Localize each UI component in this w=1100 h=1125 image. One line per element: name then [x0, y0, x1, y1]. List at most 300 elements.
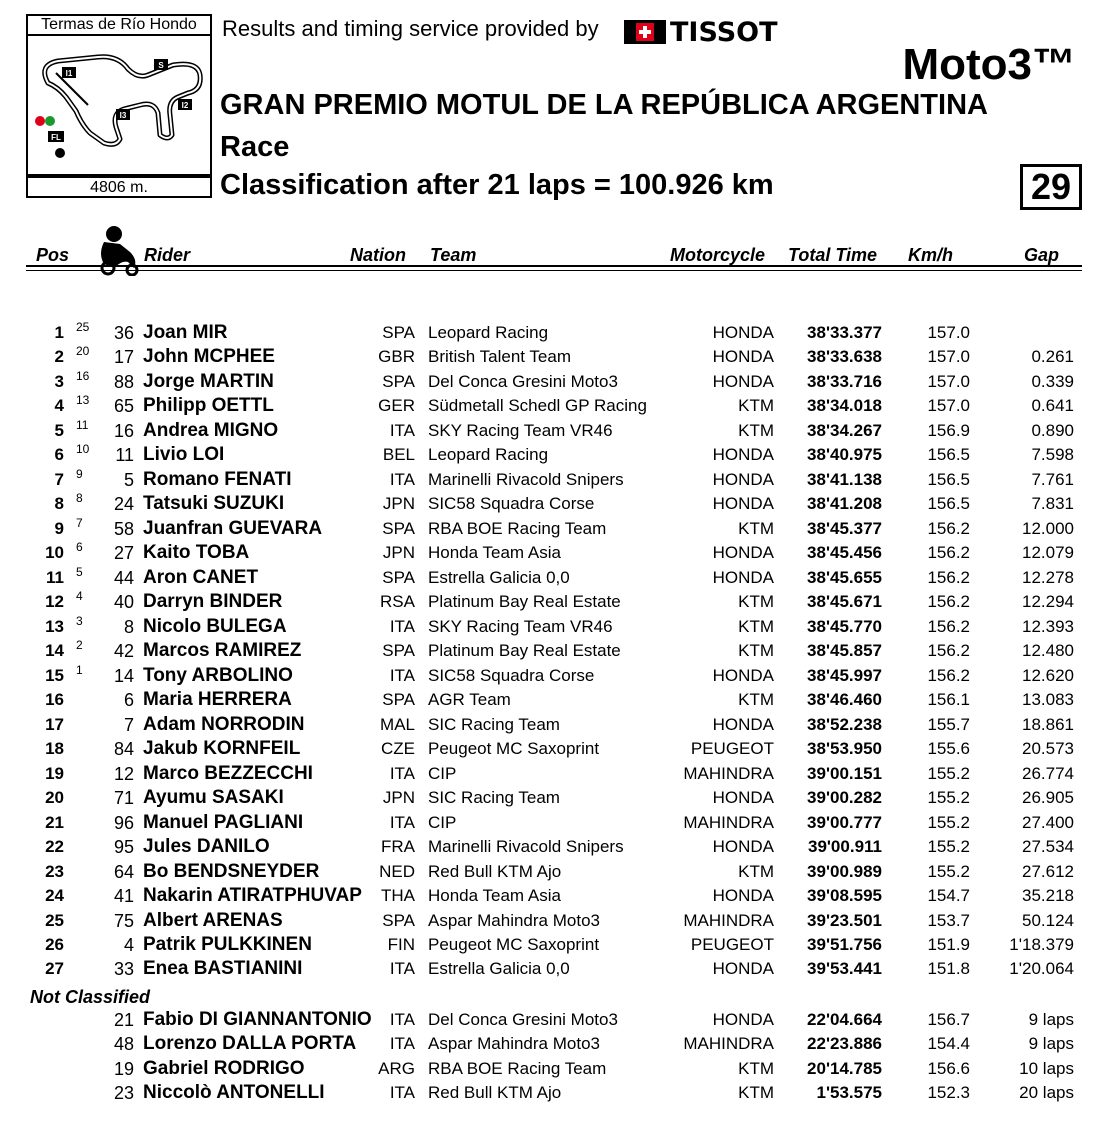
team-name: Peugeot MC Saxoprint [428, 739, 600, 758]
motorcycle: KTM [738, 1083, 774, 1102]
nation: THA [381, 886, 415, 905]
track-length: 4806 m. [26, 176, 212, 198]
gap: 12.000 [1022, 519, 1074, 538]
team-name: Aspar Mahindra Moto3 [428, 1034, 600, 1053]
team-name: Estrella Galicia 0,0 [428, 959, 570, 978]
team-name: CIP [428, 813, 457, 832]
points: 5 [76, 565, 83, 579]
position: 20 [45, 788, 64, 807]
nation: FIN [387, 935, 415, 954]
gap: 12.079 [1022, 543, 1074, 562]
gap: 20.573 [1022, 739, 1074, 758]
rider-name: Lorenzo DALLA PORTA [143, 1033, 357, 1054]
rider-number: 5 [123, 470, 134, 490]
speed-kmh: 157.0 [927, 372, 970, 391]
motorcycle: HONDA [712, 788, 774, 807]
motorcycle: HONDA [712, 837, 774, 856]
position: 8 [54, 494, 64, 513]
rider-number: 6 [123, 690, 134, 710]
team-name: Honda Team Asia [428, 543, 561, 562]
speed-kmh: 153.7 [927, 911, 970, 930]
points: 10 [76, 442, 90, 456]
rider-name: Enea BASTIANINI [143, 958, 303, 979]
rider-name: Darryn BINDER [143, 591, 283, 612]
col-pos: Pos [36, 245, 70, 265]
motorcycle: HONDA [712, 959, 774, 978]
gap: 0.261 [1031, 347, 1074, 366]
rider-number: 23 [113, 1083, 134, 1103]
motorcycle: MAHINDRA [683, 764, 774, 783]
position: 11 [46, 568, 64, 587]
rider-number: 27 [113, 543, 134, 563]
gap: 1'20.064 [1009, 959, 1074, 978]
speed-kmh: 157.0 [927, 396, 970, 415]
rider-name: Juanfran GUEVARA [143, 518, 323, 539]
rider-number: 41 [113, 886, 134, 906]
total-time: 38'33.377 [807, 323, 882, 342]
rider-name: Jorge MARTIN [143, 371, 274, 392]
speed-kmh: 156.2 [927, 666, 970, 685]
rider-name: Philipp OETTL [143, 395, 274, 416]
nation: ITA [389, 959, 415, 978]
nation: FRA [381, 837, 415, 856]
team-name: Südmetall Schedl GP Racing [428, 396, 647, 415]
gap: 12.294 [1022, 592, 1074, 611]
nation: ITA [389, 666, 415, 685]
rider-number: 65 [113, 396, 134, 416]
rider-number: 42 [113, 641, 134, 661]
gap: 7.831 [1031, 494, 1074, 513]
nation: ITA [389, 421, 415, 440]
position: 26 [45, 935, 64, 954]
rider-number: 95 [113, 837, 134, 857]
rider-name: Marco BEZZECCHI [143, 763, 313, 784]
nation: ARG [378, 1059, 415, 1078]
team-name: Aspar Mahindra Moto3 [428, 911, 600, 930]
speed-kmh: 152.3 [927, 1083, 970, 1102]
motorcycle: HONDA [712, 715, 774, 734]
total-time: 39'00.989 [807, 862, 882, 881]
gap: 1'18.379 [1009, 935, 1074, 954]
position: 6 [54, 445, 64, 464]
nation: RSA [380, 592, 415, 611]
col-nation: Nation [350, 245, 406, 265]
rider-number: 44 [113, 568, 134, 588]
col-kmh: Km/h [908, 245, 953, 265]
rider-name: Patrik PULKKINEN [143, 934, 312, 955]
total-time: 38'45.997 [807, 666, 882, 685]
rider-name: Niccolò ANTONELLI [143, 1082, 325, 1103]
gap: 20 laps [1019, 1083, 1074, 1102]
rider-number: 36 [113, 323, 134, 343]
position: 1 [54, 323, 64, 342]
motorcycle: KTM [738, 519, 774, 538]
nation: NED [379, 862, 415, 881]
total-time: 39'00.151 [807, 764, 882, 783]
speed-kmh: 156.5 [927, 470, 970, 489]
motorcycle: KTM [738, 1059, 774, 1078]
points: 2 [76, 638, 83, 652]
motorcycle: KTM [738, 421, 774, 440]
team-name: SIC58 Squadra Corse [428, 494, 595, 513]
event-title: GRAN PREMIO MOTUL DE LA REPÚBLICA ARGENTINA [220, 89, 988, 121]
speed-kmh: 156.7 [927, 1010, 970, 1029]
nation: JPN [382, 788, 415, 807]
motorcycle: HONDA [712, 372, 774, 391]
total-time: 38'45.377 [807, 519, 882, 538]
total-time: 38'34.018 [807, 396, 882, 415]
nation: BEL [382, 445, 415, 464]
gap: 27.400 [1022, 813, 1074, 832]
total-time: 38'45.770 [807, 617, 882, 636]
rider-number: 58 [113, 519, 134, 539]
rider-name: Nicolo BULEGA [143, 616, 287, 637]
col-gap: Gap [1024, 245, 1060, 265]
motorcycle: HONDA [712, 347, 774, 366]
col-rider: Rider [144, 245, 191, 265]
classification-title: Classification after 21 laps = 100.926 km [220, 169, 774, 201]
team-name: Marinelli Rivacold Snipers [428, 470, 624, 489]
team-name: SIC Racing Team [428, 715, 560, 734]
speed-kmh: 154.7 [927, 886, 970, 905]
nation: JPN [382, 543, 415, 562]
nation: MAL [380, 715, 415, 734]
gap: 9 laps [1028, 1034, 1074, 1053]
nation: SPA [382, 519, 415, 538]
rider-number: 75 [113, 911, 134, 931]
rider-name: Andrea MIGNO [143, 420, 279, 441]
total-time: 38'53.950 [807, 739, 882, 758]
nation: ITA [389, 1010, 415, 1029]
points: 8 [76, 491, 83, 505]
position: 7 [54, 470, 64, 489]
points: 9 [76, 467, 83, 481]
total-time: 38'40.975 [807, 445, 882, 464]
gap: 12.480 [1022, 641, 1074, 660]
team-name: Red Bull KTM Ajo [428, 1083, 562, 1102]
total-time: 38'33.638 [807, 347, 882, 366]
team-name: Estrella Galicia 0,0 [428, 568, 570, 587]
position: 13 [45, 617, 64, 636]
motorcycle: PEUGEOT [690, 739, 774, 758]
rider-number: 71 [113, 788, 134, 808]
motorcycle: KTM [738, 617, 774, 636]
circuit-name: Termas de Río Hondo [26, 14, 212, 36]
position: 16 [45, 690, 64, 709]
sponsor-name: TISSOT [670, 16, 778, 48]
rider-number: 88 [113, 372, 134, 392]
nation: ITA [389, 1034, 415, 1053]
points: 4 [76, 589, 83, 603]
nation: SPA [382, 372, 415, 391]
rider-name: Jakub KORNFEIL [143, 738, 301, 759]
nation: SPA [382, 641, 415, 660]
total-time: 39'53.441 [807, 959, 882, 978]
total-time: 38'45.671 [807, 592, 882, 611]
position: 5 [54, 421, 64, 440]
position: 14 [45, 641, 64, 660]
nation: JPN [382, 494, 415, 513]
rider-name: Adam NORRODIN [143, 714, 305, 735]
total-time: 38'34.267 [807, 421, 882, 440]
rider-number: 16 [113, 421, 134, 441]
team-name: Peugeot MC Saxoprint [428, 935, 600, 954]
gap: 27.534 [1022, 837, 1074, 856]
rider-number: 48 [113, 1034, 134, 1054]
team-name: SKY Racing Team VR46 [428, 617, 613, 636]
motorcycle: KTM [738, 641, 774, 660]
speed-kmh: 155.2 [927, 764, 970, 783]
total-time: 38'41.138 [807, 470, 882, 489]
team-name: SKY Racing Team VR46 [428, 421, 613, 440]
points: 1 [76, 663, 83, 677]
speed-kmh: 156.1 [927, 690, 970, 709]
team-name: Honda Team Asia [428, 886, 561, 905]
rider-name: Maria HERRERA [143, 689, 292, 710]
gap: 10 laps [1019, 1059, 1074, 1078]
nation: GER [378, 396, 415, 415]
nation: SPA [382, 568, 415, 587]
team-name: SIC58 Squadra Corse [428, 666, 595, 685]
not-classified-label: Not Classified [30, 987, 151, 1007]
rider-name: Manuel PAGLIANI [143, 812, 304, 833]
rider-name: Kaito TOBA [143, 542, 250, 563]
motorcycle: MAHINDRA [683, 1034, 774, 1053]
nation: SPA [382, 323, 415, 342]
rider-name: Jules DANILO [143, 836, 270, 857]
rider-name: Tatsuki SUZUKI [143, 493, 285, 514]
speed-kmh: 155.7 [927, 715, 970, 734]
team-name: Platinum Bay Real Estate [428, 641, 621, 660]
rider-name: Ayumu SASAKI [143, 787, 284, 808]
total-time: 22'04.664 [807, 1010, 882, 1029]
rider-number: 11 [115, 445, 134, 465]
rider-number: 33 [113, 959, 134, 979]
team-name: RBA BOE Racing Team [428, 519, 607, 538]
total-time: 38'52.238 [807, 715, 882, 734]
points: 25 [76, 320, 90, 334]
gap: 12.278 [1022, 568, 1074, 587]
speed-kmh: 156.2 [927, 543, 970, 562]
position: 18 [45, 739, 64, 758]
rider-number: 64 [113, 862, 134, 882]
total-time: 38'45.857 [807, 641, 882, 660]
position: 25 [45, 911, 64, 930]
motorcycle: HONDA [712, 666, 774, 685]
speed-kmh: 157.0 [927, 323, 970, 342]
total-time: 38'33.716 [807, 372, 882, 391]
speed-kmh: 156.2 [927, 592, 970, 611]
team-name: Platinum Bay Real Estate [428, 592, 621, 611]
gap: 35.218 [1022, 886, 1074, 905]
total-time: 39'00.911 [807, 837, 882, 856]
speed-kmh: 151.9 [927, 935, 970, 954]
motorcycle: HONDA [712, 494, 774, 513]
gap: 12.620 [1022, 666, 1074, 685]
speed-kmh: 156.9 [927, 421, 970, 440]
service-text: Results and timing service provided by [222, 16, 599, 41]
rider-number: 8 [123, 617, 134, 637]
rider-name: Marcos RAMIREZ [143, 640, 302, 661]
rider-number: 96 [113, 813, 134, 833]
total-time: 39'08.595 [807, 886, 882, 905]
rider-number: 21 [113, 1010, 134, 1030]
motorcycle: HONDA [712, 470, 774, 489]
motorcycle: HONDA [712, 568, 774, 587]
motorcycle: HONDA [712, 543, 774, 562]
rider-name: Joan MIR [143, 322, 228, 343]
rider-number: 19 [113, 1059, 134, 1079]
rider-number: 84 [113, 739, 134, 759]
team-name: British Talent Team [428, 347, 571, 366]
motorcycle: KTM [738, 592, 774, 611]
motorcycle: HONDA [712, 1010, 774, 1029]
position: 27 [45, 959, 64, 978]
nation: SPA [382, 690, 415, 709]
motorcycle: PEUGEOT [690, 935, 774, 954]
gap: 9 laps [1028, 1010, 1074, 1029]
points: 3 [76, 614, 83, 628]
motorcycle: HONDA [712, 886, 774, 905]
gap: 7.761 [1031, 470, 1074, 489]
motorcycle: MAHINDRA [683, 813, 774, 832]
position: 15 [45, 666, 64, 685]
gap: 18.861 [1022, 715, 1074, 734]
total-time: 1'53.575 [816, 1083, 882, 1102]
team-name: AGR Team [428, 690, 511, 709]
position: 21 [45, 813, 64, 832]
total-time: 38'45.456 [807, 543, 882, 562]
map-label-fl: FL [51, 133, 61, 142]
rider-name: Bo BENDSNEYDER [143, 861, 320, 882]
position: 9 [54, 519, 64, 538]
rider-name: Aron CANET [143, 567, 259, 588]
speed-kmh: 156.5 [927, 494, 970, 513]
rider-number: 4 [123, 935, 134, 955]
total-time: 38'46.460 [807, 690, 882, 709]
category-title: Moto3™ [902, 40, 1076, 89]
motorcycle: MAHINDRA [683, 911, 774, 930]
position: 22 [45, 837, 64, 856]
total-time: 38'45.655 [807, 568, 882, 587]
position: 10 [45, 543, 64, 562]
motorcycle: HONDA [712, 445, 774, 464]
total-time: 39'00.777 [807, 813, 882, 832]
speed-kmh: 155.2 [927, 788, 970, 807]
points: 7 [76, 516, 83, 530]
points: 16 [76, 369, 90, 383]
gap: 26.774 [1022, 764, 1074, 783]
map-label-i1: I1 [65, 69, 73, 78]
total-time: 22'23.886 [807, 1034, 882, 1053]
team-name: CIP [428, 764, 457, 783]
map-label-i3: I3 [119, 111, 127, 120]
rider-name: Tony ARBOLINO [143, 665, 293, 686]
team-name: Red Bull KTM Ajo [428, 862, 562, 881]
rider-name: Livio LOI [143, 444, 225, 465]
total-time: 39'00.282 [807, 788, 882, 807]
team-name: Del Conca Gresini Moto3 [428, 372, 618, 391]
rider-name: Nakarin ATIRATPHUVAP [143, 885, 362, 906]
speed-kmh: 156.2 [927, 641, 970, 660]
total-time: 38'41.208 [807, 494, 882, 513]
col-motorcycle: Motorcycle [670, 245, 766, 265]
page-number: 29 [1020, 164, 1082, 210]
gap: 0.641 [1031, 396, 1074, 415]
rider-number: 40 [113, 592, 134, 612]
position: 4 [54, 396, 64, 415]
speed-kmh: 155.2 [927, 837, 970, 856]
rider-name: Gabriel RODRIGO [143, 1058, 305, 1079]
team-name: SIC Racing Team [428, 788, 560, 807]
col-team: Team [430, 245, 477, 265]
nation: ITA [389, 813, 415, 832]
gap: 0.890 [1031, 421, 1074, 440]
position: 24 [45, 886, 64, 905]
team-name: Marinelli Rivacold Snipers [428, 837, 624, 856]
rider-number: 24 [113, 494, 134, 514]
nation: SPA [382, 911, 415, 930]
nation: ITA [389, 470, 415, 489]
gap: 0.339 [1031, 372, 1074, 391]
points: 6 [76, 540, 83, 554]
speed-kmh: 156.5 [927, 445, 970, 464]
map-label-s: S [158, 61, 164, 70]
points: 13 [76, 393, 90, 407]
rider-number: 12 [113, 764, 134, 784]
team-name: Leopard Racing [428, 323, 549, 342]
nation: ITA [389, 1083, 415, 1102]
total-time: 39'51.756 [807, 935, 882, 954]
gap: 13.083 [1022, 690, 1074, 709]
motorcycle: KTM [738, 862, 774, 881]
speed-kmh: 154.4 [927, 1034, 970, 1053]
speed-kmh: 155.2 [927, 813, 970, 832]
team-name: Del Conca Gresini Moto3 [428, 1010, 618, 1029]
nation: CZE [381, 739, 415, 758]
points: 11 [76, 418, 89, 432]
speed-kmh: 151.8 [927, 959, 970, 978]
team-name: RBA BOE Racing Team [428, 1059, 607, 1078]
team-name: Leopard Racing [428, 445, 549, 464]
points: 20 [76, 344, 90, 358]
position: 12 [45, 592, 64, 611]
rider-number: 7 [123, 715, 134, 735]
nation: GBR [378, 347, 415, 366]
total-time: 20'14.785 [807, 1059, 882, 1078]
total-time: 39'23.501 [807, 911, 882, 930]
speed-kmh: 155.6 [927, 739, 970, 758]
map-label-i2: I2 [181, 101, 189, 110]
gap: 7.598 [1031, 445, 1074, 464]
nation: ITA [389, 617, 415, 636]
position: 2 [54, 347, 64, 366]
speed-kmh: 157.0 [927, 347, 970, 366]
rider-name: Fabio DI GIANNANTONIO [143, 1009, 372, 1030]
speed-kmh: 156.2 [927, 617, 970, 636]
gap: 26.905 [1022, 788, 1074, 807]
motorcycle: KTM [738, 396, 774, 415]
motorcycle: KTM [738, 690, 774, 709]
speed-kmh: 155.2 [927, 862, 970, 881]
gap: 12.393 [1022, 617, 1074, 636]
session-title: Race [220, 131, 290, 163]
rider-name: John MCPHEE [143, 346, 275, 367]
gap: 27.612 [1022, 862, 1074, 881]
rider-number: 14 [113, 666, 134, 686]
motorcycle: HONDA [712, 323, 774, 342]
rider-number: 17 [113, 347, 134, 367]
